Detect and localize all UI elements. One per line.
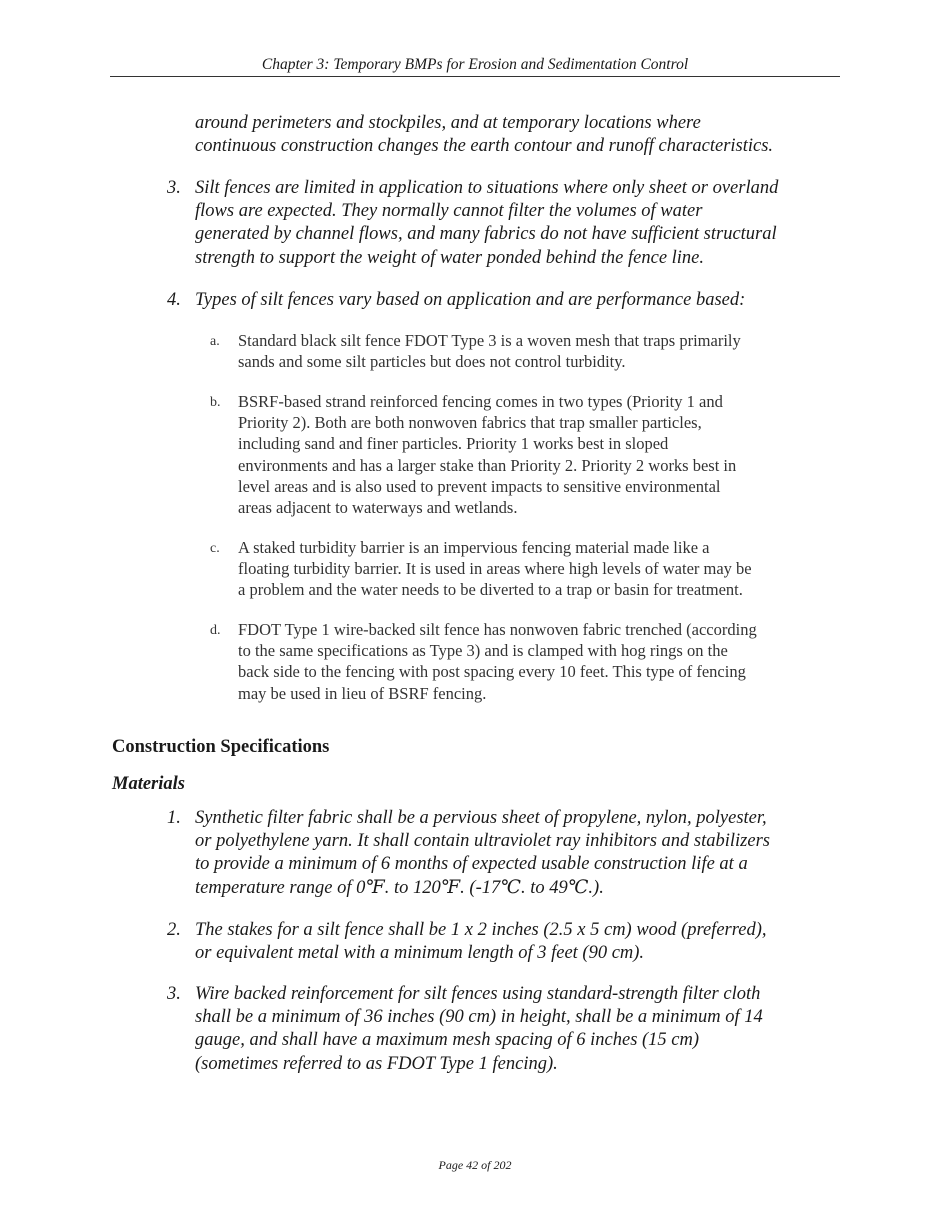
text-line: Wire backed reinforcement for silt fences using standard-strength filter cloth <box>195 984 761 1004</box>
running-header: Chapter 3: Temporary BMPs for Erosion and Sedimentation Control <box>110 56 840 77</box>
item-text <box>238 330 798 372</box>
text-line: areas adjacent to waterways and wetlands. <box>238 498 518 518</box>
subsection-heading: Materials <box>112 774 185 794</box>
text-line: may be used in lieu of BSRF fencing. <box>238 683 487 703</box>
text-line: or polyethylene yarn. It shall contain ultraviolet ray inhibitors and stabilizers <box>195 831 770 852</box>
item-text <box>238 619 798 704</box>
page-number: Page 42 of 202 <box>438 1158 512 1172</box>
text-line: Priority 2). Both are both nonwoven fabrics that trap smaller particles, <box>238 413 702 433</box>
text-line: BSRF-based strand reinforced fencing comes in two types (Priority 1 and <box>238 392 723 411</box>
item-text <box>195 177 815 270</box>
text-line: to provide a minimum of 6 months of expected usable construction life at a <box>195 854 748 875</box>
item-text <box>195 807 815 900</box>
text-line: around perimeters and stockpiles, and at temporary locations where <box>195 113 701 133</box>
text-line: floating turbidity barrier. It is used in areas where high levels of water may be <box>238 559 752 579</box>
item-text <box>195 289 815 312</box>
item-text <box>238 537 798 601</box>
text-line: or equivalent metal with a minimum length of 3 feet (90 cm). <box>195 943 645 964</box>
text-line: to the same specifications as Type 3) and is clamped with hog rings on the <box>238 641 728 661</box>
text-line: Synthetic filter fabric shall be a pervious sheet of propylene, nylon, polyester, <box>195 808 767 828</box>
item-number: 2. <box>167 920 181 940</box>
text-line: environments and has a larger stake than Priority 2. Priority 2 works best in <box>238 455 737 475</box>
item-letter: c. <box>210 541 220 556</box>
text-line: (sometimes referred to as FDOT Type 1 fencing). <box>195 1053 558 1074</box>
text-line: flows are expected. They normally cannot filter the volumes of water <box>195 201 703 222</box>
item-number: 1. <box>167 808 181 828</box>
text-line: a problem and the water needs to be diverted to a trap or basin for treatment. <box>238 580 743 600</box>
text-line: generated by channel flows, and many fabrics do not have sufficient structural <box>195 224 777 245</box>
item-number: 4. <box>167 290 181 310</box>
continued-paragraph <box>195 112 815 158</box>
text-line: level areas and is also used to prevent impacts to sensitive environmental <box>238 476 721 496</box>
text-line: sands and some silt particles but does not control turbidity. <box>238 352 626 372</box>
text-line: continuous construction changes the earth contour and runoff characteristics. <box>195 136 774 157</box>
text-line: temperature range of 0℉. to 120℉. (-17℃. to 49℃.). <box>195 877 604 898</box>
item-text <box>195 983 815 1076</box>
text-line: Standard black silt fence FDOT Type 3 is a woven mesh that traps primarily <box>238 331 741 350</box>
section-heading: Construction Specifications <box>112 737 330 757</box>
text-line: back side to the fencing with post spacing every 10 feet. This type of fencing <box>238 662 746 682</box>
text-line: including sand and finer particles. Priority 1 works best in sloped <box>238 434 669 454</box>
text-line: Types of silt fences vary based on application and are performance based: <box>195 290 746 310</box>
item-letter: d. <box>210 623 221 638</box>
text-line: gauge, and shall have a maximum mesh spacing of 6 inches (15 cm) <box>195 1030 700 1051</box>
text-line: Silt fences are limited in application to situations where only sheet or overland <box>195 178 779 198</box>
item-number: 3. <box>167 984 181 1004</box>
text-line: strength to support the weight of water ponded behind the fence line. <box>195 247 705 268</box>
item-text <box>195 919 815 965</box>
text-line: shall be a minimum of 36 inches (90 cm) in height, shall be a minimum of 14 <box>195 1007 763 1028</box>
text-line: FDOT Type 1 wire-backed silt fence has nonwoven fabric trenched (according <box>238 620 757 639</box>
item-letter: a. <box>210 334 220 349</box>
text-line: The stakes for a silt fence shall be 1 x 2 inches (2.5 x 5 cm) wood (preferred), <box>195 920 767 940</box>
item-number: 3. <box>167 178 181 198</box>
item-letter: b. <box>210 395 221 410</box>
item-text <box>238 391 798 518</box>
text-line: A staked turbidity barrier is an impervious fencing material made like a <box>238 538 710 557</box>
